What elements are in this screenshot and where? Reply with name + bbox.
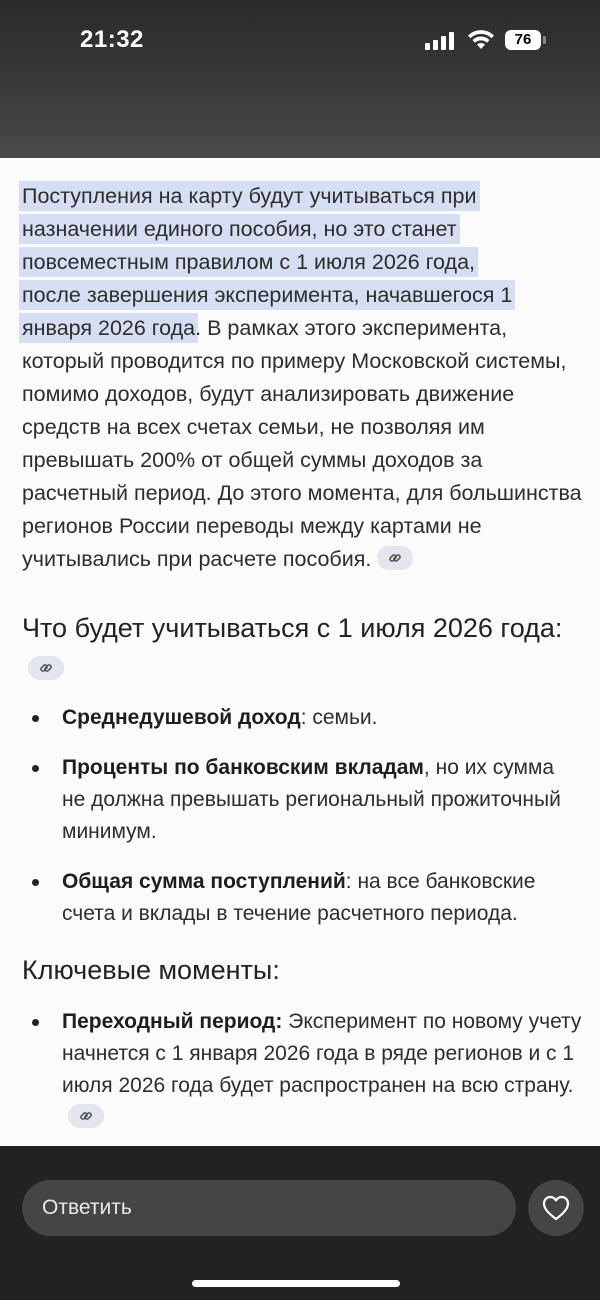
highlighted-text-line: января 2026 года bbox=[22, 316, 196, 340]
battery-icon: 76 bbox=[505, 30, 541, 50]
bullet bbox=[32, 1019, 39, 1026]
link-icon[interactable] bbox=[28, 656, 64, 680]
bullet bbox=[32, 879, 39, 886]
wifi-icon bbox=[467, 29, 495, 51]
heart-icon bbox=[542, 1195, 570, 1221]
signal-icon bbox=[425, 32, 457, 50]
list-item-text: : на все банковские счета и вклады в течение расчетного периода. bbox=[62, 870, 536, 925]
reply-input[interactable]: Ответить bbox=[22, 1180, 516, 1236]
list-item bbox=[22, 702, 582, 734]
bullet bbox=[32, 765, 39, 772]
highlighted-text-line: повсеместным правилом с 1 июля 2026 года, bbox=[22, 250, 476, 274]
section-heading-text: Что будет учитываться с 1 июля 2026 года: bbox=[22, 613, 563, 643]
list-item-bold: Среднедушевой доход bbox=[62, 706, 301, 729]
list-item bbox=[22, 752, 582, 848]
paragraph-text: . В рамках этого эксперимента, который проводится по примеру Московской системы, помимо доходов, будут анализировать движение средств на всех счетах семьи, не позволяя им превышать 200% от общей суммы доходов за расчетный период. До этого момента, для большинства регионов России переводы между картами не учитывались при расчете пособия. bbox=[22, 316, 582, 571]
section-heading-text: Ключевые моменты: bbox=[22, 955, 280, 985]
highlighted-text-line: после завершения эксперимента, начавшегося 1 bbox=[22, 283, 513, 307]
bullet bbox=[32, 715, 39, 722]
section2-list bbox=[22, 1006, 582, 1146]
list-item-bold: Переходный период: bbox=[62, 1010, 283, 1033]
list-item-bold: Проценты по банковским вкладам bbox=[62, 756, 424, 779]
bottom-bar bbox=[0, 1146, 600, 1300]
status-bar bbox=[0, 0, 600, 80]
article-screenshot bbox=[0, 158, 600, 1146]
story-top-overlay bbox=[0, 0, 600, 158]
section-heading bbox=[22, 608, 582, 688]
section-heading bbox=[22, 950, 582, 990]
status-time: 21:32 bbox=[80, 26, 144, 53]
list-item-text: : семьи. bbox=[300, 706, 378, 729]
list-item bbox=[22, 1006, 582, 1134]
list-item bbox=[22, 866, 582, 930]
list-item-text: Эксперимент по новому учету начнется с 1 января 2026 года в ряде регионов и с 1 июля 2026 года будет распространен на всю страну. bbox=[62, 1010, 582, 1097]
highlighted-text-line: назначении единого пособия, но это станет bbox=[22, 217, 457, 241]
home-indicator bbox=[192, 1280, 400, 1287]
highlighted-text-line: Поступления на карту будут учитываться при bbox=[22, 184, 477, 208]
list-item-bold: Общая сумма поступлений bbox=[62, 870, 346, 893]
battery-tip bbox=[543, 36, 546, 44]
section1-list bbox=[22, 702, 582, 948]
list-item-text: , но их сумма не должна превышать региональный прожиточный минимум. bbox=[62, 756, 561, 843]
link-icon[interactable] bbox=[68, 1104, 104, 1128]
link-icon[interactable] bbox=[377, 546, 413, 570]
like-button[interactable] bbox=[528, 1180, 584, 1236]
intro-paragraph bbox=[22, 180, 582, 576]
